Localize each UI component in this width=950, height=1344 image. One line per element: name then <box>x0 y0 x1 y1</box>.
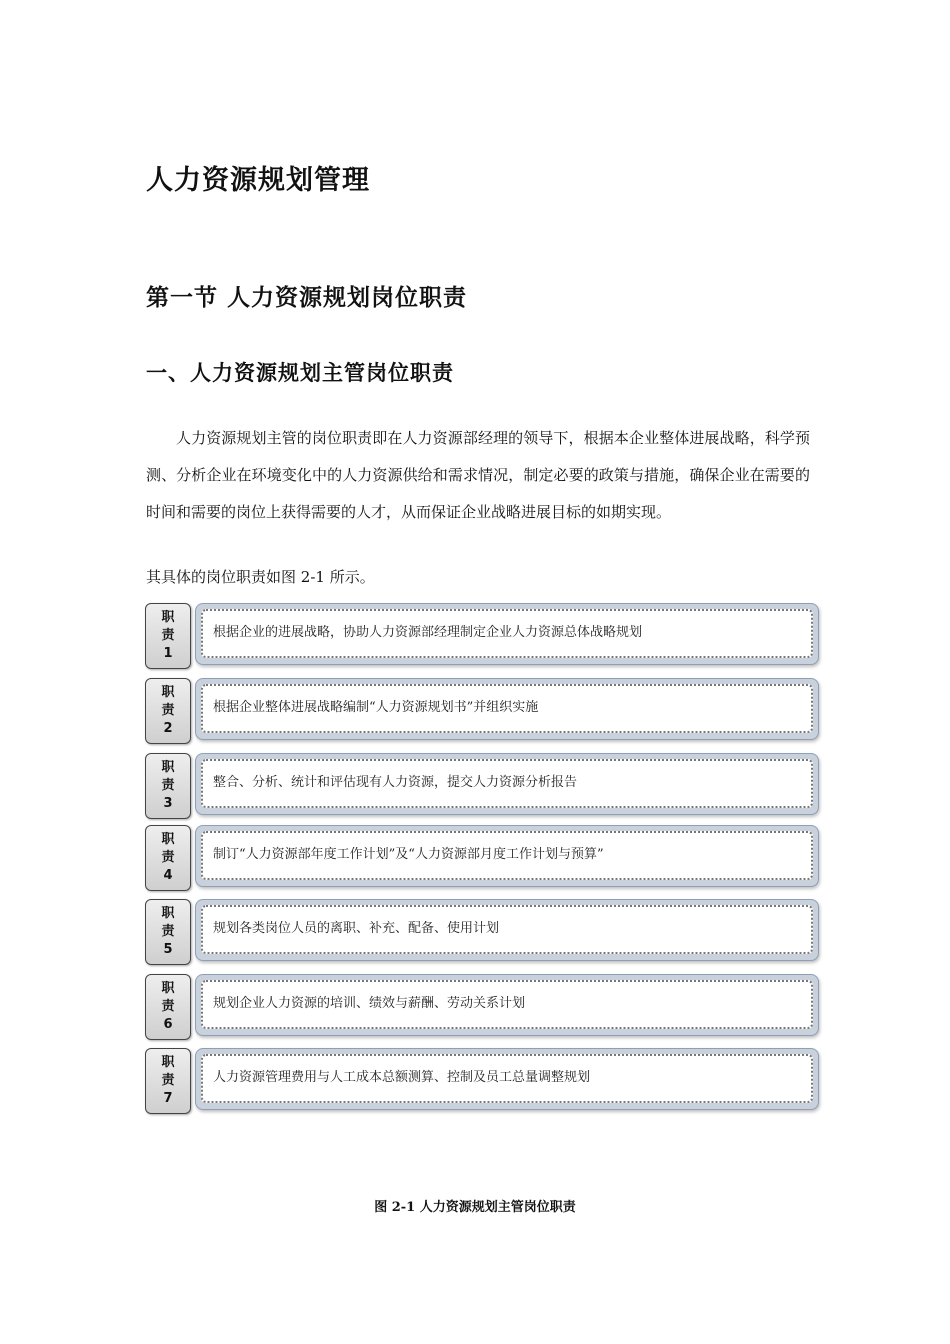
duty-tag-label: 职 责 5 <box>161 906 175 957</box>
duty-tag <box>145 825 191 891</box>
duty-text: 整合、分析、统计和评估现有人力资源，提交人力资源分析报告 <box>213 775 578 790</box>
figure-intro: 其具体的岗位职责如图 2-1 所示。 <box>146 568 375 586</box>
duty-text: 制订“人力资源部年度工作计划”及“人力资源部月度工作计划与预算” <box>213 847 604 862</box>
duty-text: 人力资源管理费用与人工成本总额测算、控制及员工总量调整规划 <box>213 1070 591 1085</box>
duty-box <box>195 753 819 815</box>
duty-row <box>145 678 821 744</box>
duty-tag <box>145 603 191 669</box>
duty-tag-label: 职 责 3 <box>161 760 175 811</box>
duty-tag <box>145 1048 191 1114</box>
duty-tag-label: 职 责 6 <box>161 981 175 1032</box>
duty-tag-label: 职 责 1 <box>161 610 175 661</box>
duty-row <box>145 899 821 965</box>
duty-row <box>145 1048 821 1114</box>
duty-tag-label: 职 责 4 <box>161 832 175 883</box>
duty-box <box>195 899 819 961</box>
document-title: 人力资源规划管理 <box>146 165 370 196</box>
duty-tag <box>145 899 191 965</box>
duty-row <box>145 753 821 819</box>
duty-tag <box>145 678 191 744</box>
duty-tag-label: 职 责 2 <box>161 685 175 736</box>
duty-box <box>195 603 819 665</box>
duty-tag <box>145 753 191 819</box>
duty-text: 根据企业的进展战略，协助人力资源部经理制定企业人力资源总体战略规划 <box>213 625 643 640</box>
duty-text: 根据企业整体进展战略编制“人力资源规划书”并组织实施 <box>213 700 539 715</box>
duty-tag-label: 职 责 7 <box>161 1055 175 1106</box>
duty-row <box>145 603 821 669</box>
duty-box <box>195 1048 819 1110</box>
duty-tag <box>145 974 191 1040</box>
body-paragraph: 人力资源规划主管的岗位职责即在人力资源部经理的领导下，根据本企业整体进展战略，科学预测、分析企业在环境变化中的人力资源供给和需求情况，制定必要的政策与措施，确保企业在需要的时间和需要的岗位上获得需要的人才，从而保证企业战略进展目标的如期实现。 <box>146 429 810 521</box>
subsection-heading: 一、人力资源规划主管岗位职责 <box>146 361 454 385</box>
duty-box <box>195 678 819 740</box>
duty-text: 规划各类岗位人员的离职、补充、配备、使用计划 <box>213 921 500 936</box>
duty-box <box>195 974 819 1036</box>
section-heading: 第一节 人力资源规划岗位职责 <box>146 285 468 311</box>
figure-caption: 图 2-1 人力资源规划主管岗位职责 <box>374 1200 576 1215</box>
duty-row <box>145 974 821 1040</box>
duty-row <box>145 825 821 891</box>
duty-box <box>195 825 819 887</box>
duty-text: 规划企业人力资源的培训、绩效与薪酬、劳动关系计划 <box>213 996 526 1011</box>
